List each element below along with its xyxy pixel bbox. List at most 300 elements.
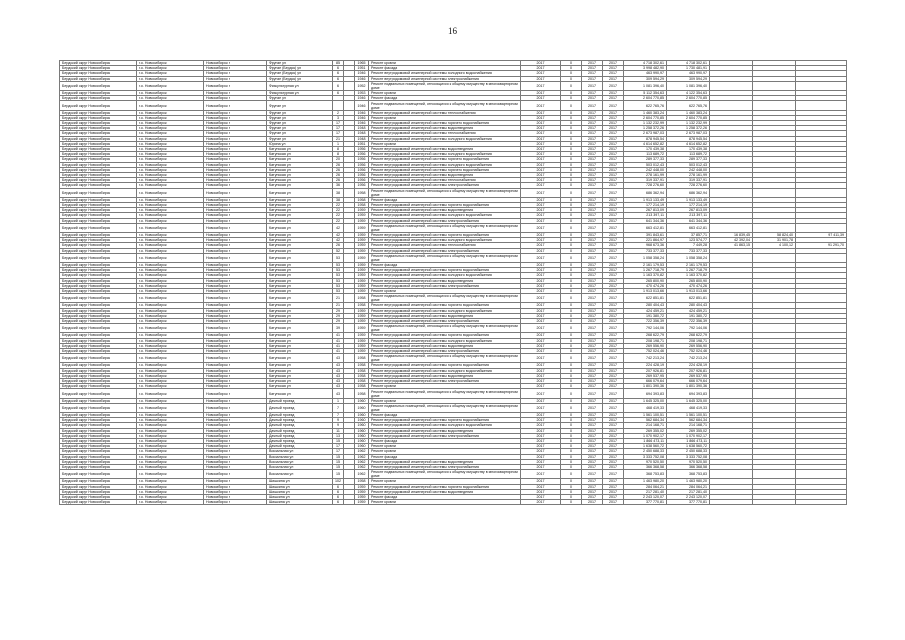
total-cost-cell: 1 058 358,24 xyxy=(624,253,667,262)
settlement-cell: Новосибирск г xyxy=(204,433,267,438)
total-cost-cell: 728 276,60 xyxy=(624,183,667,188)
work-type-cell: Ремонт фасада xyxy=(369,454,521,459)
district-cell: Бердский округ Новосибирск xyxy=(60,418,137,423)
owners-cell xyxy=(796,389,847,398)
house-cell: 8 xyxy=(333,147,344,152)
end-cell: 2017 xyxy=(603,71,624,76)
flag-cell: 0 xyxy=(561,349,582,354)
fund-cost-cell: 1 801 390,36 xyxy=(667,384,710,389)
total-cost-cell: 278 161,99 xyxy=(624,173,667,178)
end-cell: 2017 xyxy=(603,303,624,308)
house-cell: 15 xyxy=(333,459,344,464)
year-plan-cell: 2017 xyxy=(521,147,561,152)
end-cell: 2017 xyxy=(603,389,624,398)
house-cell: 15 xyxy=(333,439,344,444)
house-cell: 29 xyxy=(333,319,344,324)
year-plan-cell: 2017 xyxy=(521,141,561,146)
year-plan-cell: 2017 xyxy=(521,218,561,223)
end-cell: 2017 xyxy=(603,283,624,288)
municipality-cell: г.о. Новосибирск xyxy=(137,368,204,373)
regional-cell xyxy=(710,188,753,197)
district-cell: Бердский округ Новосибирск xyxy=(60,444,137,449)
street-cell: Катунская ул xyxy=(267,338,333,343)
table-row xyxy=(60,101,847,110)
year-cell: 1959 xyxy=(355,243,369,248)
street-cell: Катунская ул xyxy=(267,379,333,384)
settlement-cell: Новосибирск г xyxy=(204,319,267,324)
street-cell: Шишкина ул xyxy=(267,489,333,494)
municipality-cell: г.о. Новосибирск xyxy=(137,101,204,110)
end-cell: 2017 xyxy=(603,233,624,238)
building-cell xyxy=(344,223,355,232)
district-cell: Бердский округ Новосибирск xyxy=(60,343,137,348)
year-cell: 1959 xyxy=(355,484,369,489)
year-cell: 1958 xyxy=(355,303,369,308)
year-plan-cell: 2017 xyxy=(521,278,561,283)
year-plan-cell: 2017 xyxy=(521,183,561,188)
end-cell: 2017 xyxy=(603,96,624,101)
year-plan-cell: 2017 xyxy=(521,433,561,438)
municipality-cell: г.о. Новосибирск xyxy=(137,162,204,167)
start-cell: 2017 xyxy=(582,308,603,313)
flag-cell: 0 xyxy=(561,243,582,248)
house-cell: 41 xyxy=(333,338,344,343)
end-cell: 2017 xyxy=(603,313,624,318)
year-plan-cell: 2017 xyxy=(521,248,561,253)
fund-cost-cell: 7 449,28 xyxy=(667,243,710,248)
year-cell: 1959 xyxy=(355,313,369,318)
total-cost-cell: 641 344,36 xyxy=(624,218,667,223)
street-cell: Катунская ул xyxy=(267,178,333,183)
street-cell: Катунская ул xyxy=(267,203,333,208)
total-cost-cell: 1 913 133,49 xyxy=(624,197,667,202)
start-cell: 2017 xyxy=(582,121,603,126)
year-plan-cell: 2017 xyxy=(521,81,561,90)
flag-cell: 0 xyxy=(561,389,582,398)
regional-cell: 16 839,45 xyxy=(710,233,753,238)
end-cell: 2017 xyxy=(603,152,624,157)
start-cell: 2017 xyxy=(582,470,603,479)
year-plan-cell: 2017 xyxy=(521,273,561,278)
municipality-cell: г.о. Новосибирск xyxy=(137,338,204,343)
end-cell: 2017 xyxy=(603,136,624,141)
settlement-cell: Новосибирск г xyxy=(204,449,267,454)
flag-cell: 0 xyxy=(561,428,582,433)
end-cell: 2017 xyxy=(603,61,624,66)
owners-cell xyxy=(796,403,847,412)
settlement-cell: Новосибирск г xyxy=(204,66,267,71)
end-cell: 2017 xyxy=(603,423,624,428)
district-cell: Бердский округ Новосибирск xyxy=(60,433,137,438)
fund-cost-cell: 265 800,90 xyxy=(667,278,710,283)
year-plan-cell: 2017 xyxy=(521,188,561,197)
street-cell: Вокзальная ул xyxy=(267,454,333,459)
street-cell: Фрунзе ул xyxy=(267,115,333,120)
settlement-cell: Новосибирск г xyxy=(204,418,267,423)
municipality-cell: г.о. Новосибирск xyxy=(137,71,204,76)
street-cell: Физкультурная ул xyxy=(267,91,333,96)
fund-cost-cell: 37 857,71 xyxy=(667,233,710,238)
start-cell: 2017 xyxy=(582,66,603,71)
street-cell: Фрунзе ул xyxy=(267,136,333,141)
end-cell: 2017 xyxy=(603,439,624,444)
start-cell: 2017 xyxy=(582,203,603,208)
house-cell: 6 xyxy=(333,484,344,489)
owners-cell xyxy=(796,324,847,333)
flag-cell: 0 xyxy=(561,418,582,423)
year-cell: 1962 xyxy=(355,449,369,454)
work-type-cell: Ремонт внутридомовой инженерной системы холодного водоснабжения xyxy=(369,238,521,243)
house-cell: 43 xyxy=(333,363,344,368)
start-cell: 2017 xyxy=(582,418,603,423)
work-type-cell: Ремонт кровли xyxy=(369,115,521,120)
street-cell: Вокзальная ул xyxy=(267,470,333,479)
start-cell: 2017 xyxy=(582,349,603,354)
work-type-cell: Ремонт фасада xyxy=(369,66,521,71)
municipality-cell: г.о. Новосибирск xyxy=(137,173,204,178)
total-cost-cell: 4 614 652,82 xyxy=(624,141,667,146)
flag-cell: 0 xyxy=(561,354,582,363)
settlement-cell: Новосибирск г xyxy=(204,413,267,418)
district-cell: Бердский округ Новосибирск xyxy=(60,484,137,489)
end-cell: 2017 xyxy=(603,147,624,152)
building-cell xyxy=(344,188,355,197)
street-cell: Катунская ул xyxy=(267,152,333,157)
regional-cell xyxy=(710,500,753,505)
total-cost-cell: 267 813,09 xyxy=(624,208,667,213)
house-cell: 42 xyxy=(333,238,344,243)
fund-cost-cell: 170 439,38 xyxy=(667,147,710,152)
end-cell: 2017 xyxy=(603,379,624,384)
street-cell: Катунская ул xyxy=(267,147,333,152)
flag-cell: 0 xyxy=(561,484,582,489)
table-row xyxy=(60,81,847,90)
settlement-cell: Новосибирск г xyxy=(204,403,267,412)
work-type-cell: Ремонт внутридомовой инженерной системы холодного водоснабжения xyxy=(369,338,521,343)
year-cell: 1951 xyxy=(355,66,369,71)
total-cost-cell: 742 213,24 xyxy=(624,354,667,363)
flag-cell: 0 xyxy=(561,147,582,152)
year-cell: 1965 xyxy=(355,61,369,66)
year-plan-cell: 2017 xyxy=(521,324,561,333)
district-cell: Бердский округ Новосибирск xyxy=(60,141,137,146)
fund-cost-cell: 1 561 100,51 xyxy=(667,413,710,418)
fund-cost-cell: 284 064,21 xyxy=(667,484,710,489)
municipality-cell: г.о. Новосибирск xyxy=(137,183,204,188)
district-cell: Бердский округ Новосибирск xyxy=(60,428,137,433)
year-cell: 1958 xyxy=(355,354,369,363)
municipality-cell: г.о. Новосибирск xyxy=(137,283,204,288)
flag-cell: 0 xyxy=(561,313,582,318)
table-row xyxy=(60,500,847,505)
fund-cost-cell: 562 684,34 xyxy=(667,418,710,423)
house-cell: 21 xyxy=(333,294,344,303)
total-cost-cell: 113 689,72 xyxy=(624,152,667,157)
fund-cost-cell: 792 144,06 xyxy=(667,324,710,333)
year-cell: 1959 xyxy=(355,253,369,262)
total-cost-cell: 2 673 987,03 xyxy=(624,131,667,136)
year-plan-cell: 2017 xyxy=(521,384,561,389)
regional-cell xyxy=(710,294,753,303)
end-cell: 2017 xyxy=(603,324,624,333)
municipality-cell: г.о. Новосибирск xyxy=(137,141,204,146)
house-cell: 22 xyxy=(333,213,344,218)
municipality-cell: г.о. Новосибирск xyxy=(137,303,204,308)
fund-cost-cell: 224 428,19 xyxy=(667,363,710,368)
start-cell: 2017 xyxy=(582,479,603,484)
year-plan-cell: 2017 xyxy=(521,459,561,464)
year-plan-cell: 2017 xyxy=(521,389,561,398)
municipality-cell: г.о. Новосибирск xyxy=(137,197,204,202)
year-plan-cell: 2017 xyxy=(521,223,561,232)
year-plan-cell: 2017 xyxy=(521,363,561,368)
year-cell: 1956 xyxy=(355,152,369,157)
total-cost-cell: 1 801 390,36 xyxy=(624,384,667,389)
fund-cost-cell: 1 058 358,24 xyxy=(667,253,710,262)
year-cell: 1959 xyxy=(355,218,369,223)
district-cell: Бердский округ Новосибирск xyxy=(60,208,137,213)
end-cell: 2017 xyxy=(603,173,624,178)
flag-cell: 0 xyxy=(561,208,582,213)
work-type-cell: Ремонт кровли xyxy=(369,444,521,449)
flag-cell: 0 xyxy=(561,294,582,303)
start-cell: 2017 xyxy=(582,313,603,318)
year-cell: 1956 xyxy=(355,157,369,162)
house-cell: 1 xyxy=(333,141,344,146)
municipality-cell: г.о. Новосибирск xyxy=(137,333,204,338)
municipality-cell: г.о. Новосибирск xyxy=(137,273,204,278)
flag-cell: 0 xyxy=(561,115,582,120)
total-cost-cell: 265 800,90 xyxy=(624,278,667,283)
total-cost-cell: 2 450 688,33 xyxy=(624,449,667,454)
year-plan-cell: 2017 xyxy=(521,243,561,248)
work-type-cell: Ремонт внутридомовой инженерной системы горячего водоснабжения xyxy=(369,157,521,162)
street-cell: Фрунзе (Бердск) ул xyxy=(267,76,333,81)
street-cell: Катунская ул xyxy=(267,223,333,232)
house-cell: 41 xyxy=(333,333,344,338)
municipality-cell: г.о. Новосибирск xyxy=(137,110,204,115)
street-cell: Катунская ул xyxy=(267,253,333,262)
year-cell: 1958 xyxy=(355,384,369,389)
building-cell xyxy=(344,354,355,363)
street-cell: Катунская ул xyxy=(267,273,333,278)
total-cost-cell: 1 163 370,82 xyxy=(624,273,667,278)
settlement-cell: Новосибирск г xyxy=(204,398,267,403)
district-cell: Бердский округ Новосибирск xyxy=(60,403,137,412)
end-cell: 2017 xyxy=(603,218,624,223)
settlement-cell: Новосибирск г xyxy=(204,101,267,110)
street-cell: Катунская ул xyxy=(267,157,333,162)
house-cell: 15 xyxy=(333,465,344,470)
municipality-cell: г.о. Новосибирск xyxy=(137,379,204,384)
year-cell: 1959 xyxy=(355,248,369,253)
start-cell: 2017 xyxy=(582,379,603,384)
start-cell: 2017 xyxy=(582,233,603,238)
year-cell: 1959 xyxy=(355,233,369,238)
house-cell: 41 xyxy=(333,343,344,348)
year-plan-cell: 2017 xyxy=(521,197,561,202)
house-cell: 22 xyxy=(333,203,344,208)
start-cell: 2017 xyxy=(582,384,603,389)
start-cell: 2017 xyxy=(582,157,603,162)
flag-cell: 0 xyxy=(561,319,582,324)
street-cell: Катунская ул xyxy=(267,283,333,288)
municipality-cell: г.о. Новосибирск xyxy=(137,115,204,120)
street-cell: Катунская ул xyxy=(267,343,333,348)
table-row xyxy=(60,324,847,333)
municipality-cell: г.о. Новосибирск xyxy=(137,500,204,505)
work-type-cell: Ремонт внутридомовой инженерной системы холодного водоснабжения xyxy=(369,162,521,167)
start-cell: 2017 xyxy=(582,188,603,197)
flag-cell: 0 xyxy=(561,238,582,243)
end-cell: 2017 xyxy=(603,343,624,348)
total-cost-cell: 468 419,33 xyxy=(624,403,667,412)
flag-cell: 0 xyxy=(561,268,582,273)
flag-cell: 0 xyxy=(561,66,582,71)
start-cell: 2017 xyxy=(582,368,603,373)
fund-cost-cell: 1 866 473,11 xyxy=(667,439,710,444)
building-cell xyxy=(344,101,355,110)
work-type-cell: Ремонт кровли xyxy=(369,500,521,505)
house-cell: 38 xyxy=(333,197,344,202)
building-cell xyxy=(344,389,355,398)
municipality-cell: г.о. Новосибирск xyxy=(137,465,204,470)
municipality-cell: г.о. Новосибирск xyxy=(137,223,204,232)
house-cell: 43 xyxy=(333,389,344,398)
work-type-cell: Ремонт фасада xyxy=(369,413,521,418)
end-cell: 2017 xyxy=(603,368,624,373)
street-cell: Катунская ул xyxy=(267,233,333,238)
year-cell: 1956 xyxy=(355,167,369,172)
start-cell: 2017 xyxy=(582,218,603,223)
fund-cost-cell: 666 079,64 xyxy=(667,379,710,384)
municipality-cell: г.о. Новосибирск xyxy=(137,354,204,363)
district-cell: Бердский округ Новосибирск xyxy=(60,379,137,384)
total-cost-cell: 470 474,26 xyxy=(624,283,667,288)
year-plan-cell: 2017 xyxy=(521,162,561,167)
regional-cell xyxy=(710,101,753,110)
total-cost-cell: 177 214,19 xyxy=(624,203,667,208)
start-cell: 2017 xyxy=(582,389,603,398)
year-cell: 1951 xyxy=(355,141,369,146)
house-cell: 42 xyxy=(333,223,344,232)
total-cost-cell: 562 684,34 xyxy=(624,418,667,423)
year-plan-cell: 2017 xyxy=(521,398,561,403)
settlement-cell: Новосибирск г xyxy=(204,428,267,433)
district-cell: Бердский округ Новосибирск xyxy=(60,398,137,403)
total-cost-cell: 2 604 770,85 xyxy=(624,115,667,120)
end-cell: 2017 xyxy=(603,101,624,110)
house-cell: 6 xyxy=(333,81,344,90)
start-cell: 2017 xyxy=(582,459,603,464)
house-cell: 6 xyxy=(333,489,344,494)
flag-cell: 0 xyxy=(561,183,582,188)
flag-cell: 0 xyxy=(561,433,582,438)
start-cell: 2017 xyxy=(582,354,603,363)
settlement-cell: Новосибирск г xyxy=(204,465,267,470)
flag-cell: 0 xyxy=(561,379,582,384)
fund-cost-cell: 1 913 133,49 xyxy=(667,197,710,202)
house-cell: 52 xyxy=(333,248,344,253)
house-cell: 3 xyxy=(333,115,344,120)
settlement-cell: Новосибирск г xyxy=(204,333,267,338)
street-cell: Дачный проезд xyxy=(267,398,333,403)
street-cell: Катунская ул xyxy=(267,268,333,273)
work-type-cell: Ремонт кровли xyxy=(369,91,521,96)
year-plan-cell: 2017 xyxy=(521,484,561,489)
flag-cell: 0 xyxy=(561,121,582,126)
regional-cell xyxy=(710,253,753,262)
district-cell: Бердский округ Новосибирск xyxy=(60,449,137,454)
district-cell: Бердский округ Новосибирск xyxy=(60,218,137,223)
fund-cost-cell: 113 689,72 xyxy=(667,152,710,157)
street-cell: Катунская ул xyxy=(267,303,333,308)
settlement-cell: Новосибирск г xyxy=(204,218,267,223)
house-cell: 22 xyxy=(333,218,344,223)
fund-cost-cell: 268 622,79 xyxy=(667,333,710,338)
flag-cell: 0 xyxy=(561,303,582,308)
year-plan-cell: 2017 xyxy=(521,428,561,433)
flag-cell: 0 xyxy=(561,343,582,348)
work-type-cell: Ремонт подвальных помещений, относящихся к общему имуществу в многоквартирном доме xyxy=(369,188,521,197)
municipality-cell: г.о. Новосибирск xyxy=(137,268,204,273)
year-plan-cell: 2017 xyxy=(521,110,561,115)
year-plan-cell: 2017 xyxy=(521,303,561,308)
start-cell: 2017 xyxy=(582,398,603,403)
end-cell: 2017 xyxy=(603,454,624,459)
municipality-cell: г.о. Новосибирск xyxy=(137,389,204,398)
fund-cost-cell: 289 377,33 xyxy=(667,157,710,162)
work-type-cell: Ремонт фасада xyxy=(369,439,521,444)
street-cell: Вокзальная ул xyxy=(267,459,333,464)
start-cell: 2017 xyxy=(582,61,603,66)
total-cost-cell: 1 645 325,00 xyxy=(624,398,667,403)
municipality-cell: г.о. Новосибирск xyxy=(137,449,204,454)
year-plan-cell: 2017 xyxy=(521,233,561,238)
total-cost-cell: 1 258 372,26 xyxy=(624,126,667,131)
work-type-cell: Ремонт внутридомовой инженерной системы теплоснабжения xyxy=(369,110,521,115)
district-cell: Бердский округ Новосибирск xyxy=(60,243,137,248)
settlement-cell: Новосибирск г xyxy=(204,439,267,444)
flag-cell: 0 xyxy=(561,218,582,223)
flag-cell: 0 xyxy=(561,71,582,76)
district-cell: Бердский округ Новосибирск xyxy=(60,61,137,66)
total-cost-cell: 221 864,97 xyxy=(624,238,667,243)
house-cell: 21 xyxy=(333,136,344,141)
regional-cell xyxy=(710,403,753,412)
year-plan-cell: 2017 xyxy=(521,333,561,338)
end-cell: 2017 xyxy=(603,91,624,96)
street-cell: Дачный проезд xyxy=(267,444,333,449)
year-plan-cell: 2017 xyxy=(521,152,561,157)
municipality-cell: г.о. Новосибирск xyxy=(137,238,204,243)
district-cell: Бердский округ Новосибирск xyxy=(60,439,137,444)
end-cell: 2017 xyxy=(603,273,624,278)
fund-cost-cell: 1 070 902,17 xyxy=(667,433,710,438)
street-cell: Катунская ул xyxy=(267,319,333,324)
end-cell: 2017 xyxy=(603,428,624,433)
work-type-cell: Ремонт внутридомовой инженерной системы водоотведения xyxy=(369,208,521,213)
district-cell: Бердский округ Новосибирск xyxy=(60,294,137,303)
end-cell: 2017 xyxy=(603,268,624,273)
year-plan-cell: 2017 xyxy=(521,354,561,363)
total-cost-cell: 242 448,00 xyxy=(624,167,667,172)
local-cell xyxy=(753,389,796,398)
settlement-cell: Новосибирск г xyxy=(204,213,267,218)
end-cell: 2017 xyxy=(603,121,624,126)
fund-cost-cell: 123 574,77 xyxy=(667,238,710,243)
flag-cell: 0 xyxy=(561,233,582,238)
